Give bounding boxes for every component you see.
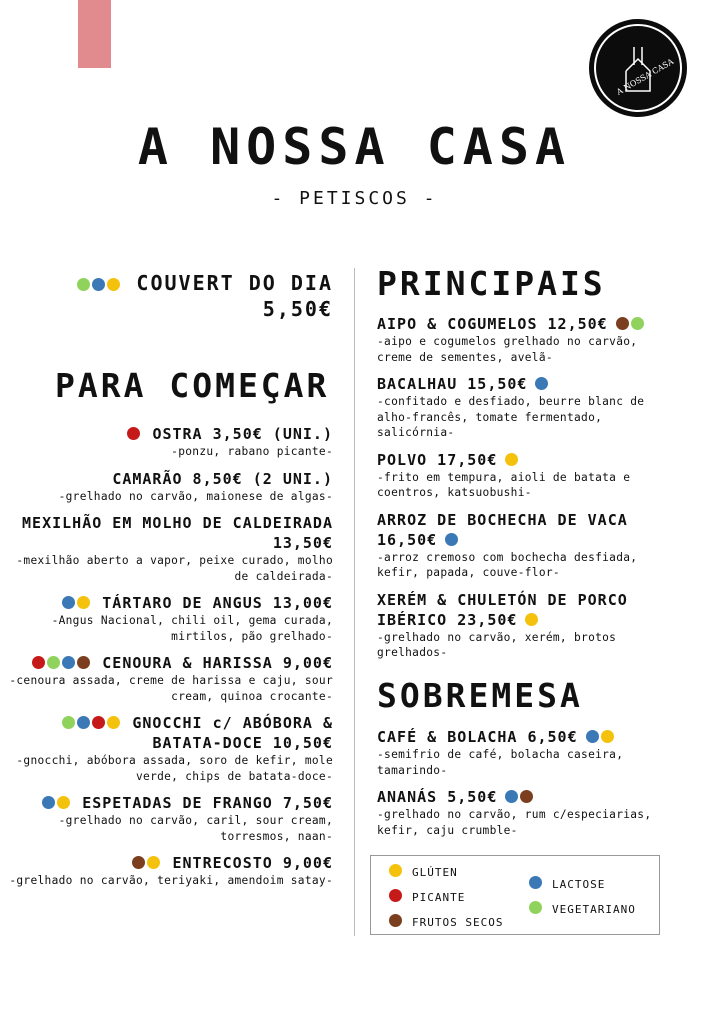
menu-item-name <box>377 510 677 550</box>
menu-item-title: GNOCCHI c/ ABÓBORA & BATATA-DOCE 10,50€ <box>132 714 333 752</box>
menu-item-name <box>3 424 333 444</box>
menu-item-description: -frito em tempura, aioli de batata e coentros, katsuobushi- <box>377 470 631 499</box>
dietary-dot <box>32 656 45 669</box>
menu-item-title: BACALHAU 15,50€ <box>377 375 528 393</box>
menu-item-description: -aipo e cogumelos grelhado no carvão, creme de sementes, avelã- <box>377 335 638 364</box>
dietary-dots <box>505 788 535 806</box>
legend-label: GLÚTEN <box>412 866 458 879</box>
desserts-list <box>377 727 677 847</box>
menu-item-title: POLVO 17,50€ <box>377 450 498 469</box>
dietary-dot <box>92 716 105 729</box>
dietary-dot <box>535 377 548 390</box>
frutos-secos-dot <box>389 914 402 927</box>
menu-item-description: -grelhado no carvão, caril, sour cream, torresmos, naan- <box>58 814 333 843</box>
menu-item <box>3 469 333 505</box>
menu-item-title: CAMARÃO 8,50€ (2 UNI.) <box>112 469 333 488</box>
menu-item <box>3 424 333 460</box>
menu-item-description: -ponzu, rabano picante- <box>171 445 333 458</box>
dietary-dot <box>520 790 533 803</box>
starters-list <box>3 424 333 898</box>
couvert-title: COUVERT DO DIA <box>136 271 333 295</box>
dietary-dot <box>42 796 55 809</box>
menu-item-name <box>3 853 333 873</box>
dietary-dot <box>505 453 518 466</box>
legend-gluten <box>389 864 458 879</box>
mains-list <box>377 314 677 670</box>
menu-item <box>377 510 677 581</box>
couvert-block <box>77 270 333 322</box>
menu-item <box>3 793 333 844</box>
menu-item <box>377 727 677 778</box>
dietary-dots <box>535 375 550 393</box>
dietary-dot <box>77 656 90 669</box>
menu-item-title: XERÉM & CHULETÓN DE PORCO IBÉRICO 23,50€ <box>377 590 628 629</box>
menu-item-description: -cenoura assada, creme de harissa e caju, sour cream, quinoa crocante- <box>9 674 333 703</box>
dietary-dots <box>62 594 92 612</box>
dietary-dot <box>62 596 75 609</box>
dietary-dot <box>77 716 90 729</box>
logo-text: A NOSSA CASA <box>615 56 676 97</box>
menu-item-title: AIPO & COGUMELOS 12,50€ <box>377 315 608 333</box>
dietary-dot <box>57 796 70 809</box>
dietary-dot <box>107 278 120 291</box>
menu-item <box>3 593 333 644</box>
menu-item-name <box>3 713 333 753</box>
menu-item <box>377 314 677 365</box>
accent-tab <box>78 0 111 68</box>
dietary-dot <box>132 856 145 869</box>
menu-item-name <box>3 593 333 613</box>
lactose-dot <box>529 876 542 889</box>
menu-item <box>377 374 677 441</box>
menu-item-name <box>377 787 677 807</box>
menu-item-name <box>3 469 333 489</box>
dietary-dot <box>147 856 160 869</box>
dietary-dots <box>445 531 460 549</box>
vegetariano-dot <box>529 901 542 914</box>
dietary-dots <box>62 714 122 732</box>
menu-item-description: -grelhado no carvão, rum c/especiarias, kefir, caju crumble- <box>377 808 652 837</box>
menu-item <box>377 787 677 838</box>
legend-label: FRUTOS SECOS <box>412 916 504 929</box>
menu-item <box>377 450 677 501</box>
dietary-dot <box>601 730 614 743</box>
menu-item-description: -grelhado no carvão, xerém, brotos grelhados- <box>377 630 617 659</box>
menu-item <box>3 513 333 584</box>
menu-item-name <box>377 374 677 394</box>
dietary-dot <box>107 716 120 729</box>
dietary-dots <box>586 728 616 746</box>
menu-item-name <box>377 590 677 630</box>
menu-item-description: -arroz cremoso com bochecha desfiada, kefir, papada, couve-flor- <box>377 550 638 579</box>
legend-frutos-secos <box>389 914 503 929</box>
legend-lactose <box>529 876 605 891</box>
menu-item-title: ANANÁS 5,50€ <box>377 788 498 806</box>
legend-vegetariano <box>529 901 636 916</box>
dietary-dot <box>586 730 599 743</box>
dietary-dot <box>77 596 90 609</box>
menu-item <box>377 590 677 661</box>
restaurant-title: A NOSSA CASA <box>137 118 572 176</box>
menu-item-name <box>3 653 333 673</box>
menu-item-title: OSTRA 3,50€ (UNI.) <box>152 425 333 443</box>
dietary-dot <box>62 716 75 729</box>
dietary-dots <box>32 654 92 672</box>
menu-item-title: MEXILHÃO EM MOLHO DE CALDEIRADA 13,50€ <box>22 514 333 552</box>
legend-label: PICANTE <box>412 891 466 904</box>
menu-item-name <box>377 314 677 334</box>
couvert-price: 5,50€ <box>262 297 333 321</box>
menu-item-description: -gnocchi, abóbora assada, soro de kefir, mole verde, chips de batata-doce- <box>16 754 333 783</box>
menu-item-name <box>3 793 333 813</box>
legend-picante <box>389 889 465 904</box>
dietary-dot <box>525 613 538 626</box>
section-title-para-comecar: PARA COMEÇAR <box>55 366 330 405</box>
menu-item-title: CENOURA & HARISSA 9,00€ <box>102 654 333 672</box>
menu-item-name <box>377 727 677 747</box>
menu-item <box>3 713 333 784</box>
menu-item-title: ENTRECOSTO 9,00€ <box>172 854 333 872</box>
couvert-line1 <box>77 270 333 296</box>
house-icon <box>589 19 687 117</box>
section-title-sobremesa: SOBREMESA <box>377 676 583 715</box>
menu-item <box>3 853 333 889</box>
dietary-dot <box>92 278 105 291</box>
picante-dot <box>389 889 402 902</box>
menu-item-description: -grelhado no carvão, teriyaki, amendoim satay- <box>9 874 333 887</box>
dietary-dot <box>62 656 75 669</box>
dietary-dots <box>132 854 162 872</box>
dietary-dots <box>505 451 520 469</box>
menu-item-description: -Angus Nacional, chili oil, gema curada, mirtilos, pão grelhado- <box>51 614 333 643</box>
menu-item-description: -mexilhão aberto a vapor, peixe curado, molho de caldeirada- <box>16 554 333 583</box>
menu-item-name <box>377 450 677 470</box>
section-title-principais: PRINCIPAIS <box>377 264 606 303</box>
dietary-dot <box>631 317 644 330</box>
dietary-dot <box>77 278 90 291</box>
dietary-dots <box>525 611 540 629</box>
menu-item-description: -confitado e desfiado, beurre blanc de alho-francês, tomate fermentado, salicórnia- <box>377 395 645 439</box>
menu-item-title: CAFÉ & BOLACHA 6,50€ <box>377 728 578 746</box>
dietary-dot <box>47 656 60 669</box>
menu-item-description: -semifrio de café, bolacha caseira, tamarindo- <box>377 748 624 777</box>
dietary-dots <box>42 794 72 812</box>
dietary-dot <box>505 790 518 803</box>
dietary-dots <box>127 425 142 443</box>
menu-item-name <box>3 513 333 553</box>
allergen-legend <box>370 855 660 935</box>
menu-item-title: ARROZ DE BOCHECHA DE VACA 16,50€ <box>377 510 628 549</box>
menu-item-title: ESPETADAS DE FRANGO 7,50€ <box>82 794 333 812</box>
logo <box>589 19 687 117</box>
menu-item <box>3 653 333 704</box>
dietary-dot <box>127 427 140 440</box>
dietary-dot <box>445 533 458 546</box>
dietary-dot <box>616 317 629 330</box>
dietary-dots <box>616 315 646 333</box>
gluten-dot <box>389 864 402 877</box>
column-divider <box>354 268 355 936</box>
legend-label: LACTOSE <box>552 878 606 891</box>
menu-item-title: TÁRTARO DE ANGUS 13,00€ <box>102 594 333 612</box>
restaurant-subtitle: - PETISCOS - <box>271 188 438 209</box>
menu-item-description: -grelhado no carvão, maionese de algas- <box>58 489 333 503</box>
legend-label: VEGETARIANO <box>552 903 636 916</box>
